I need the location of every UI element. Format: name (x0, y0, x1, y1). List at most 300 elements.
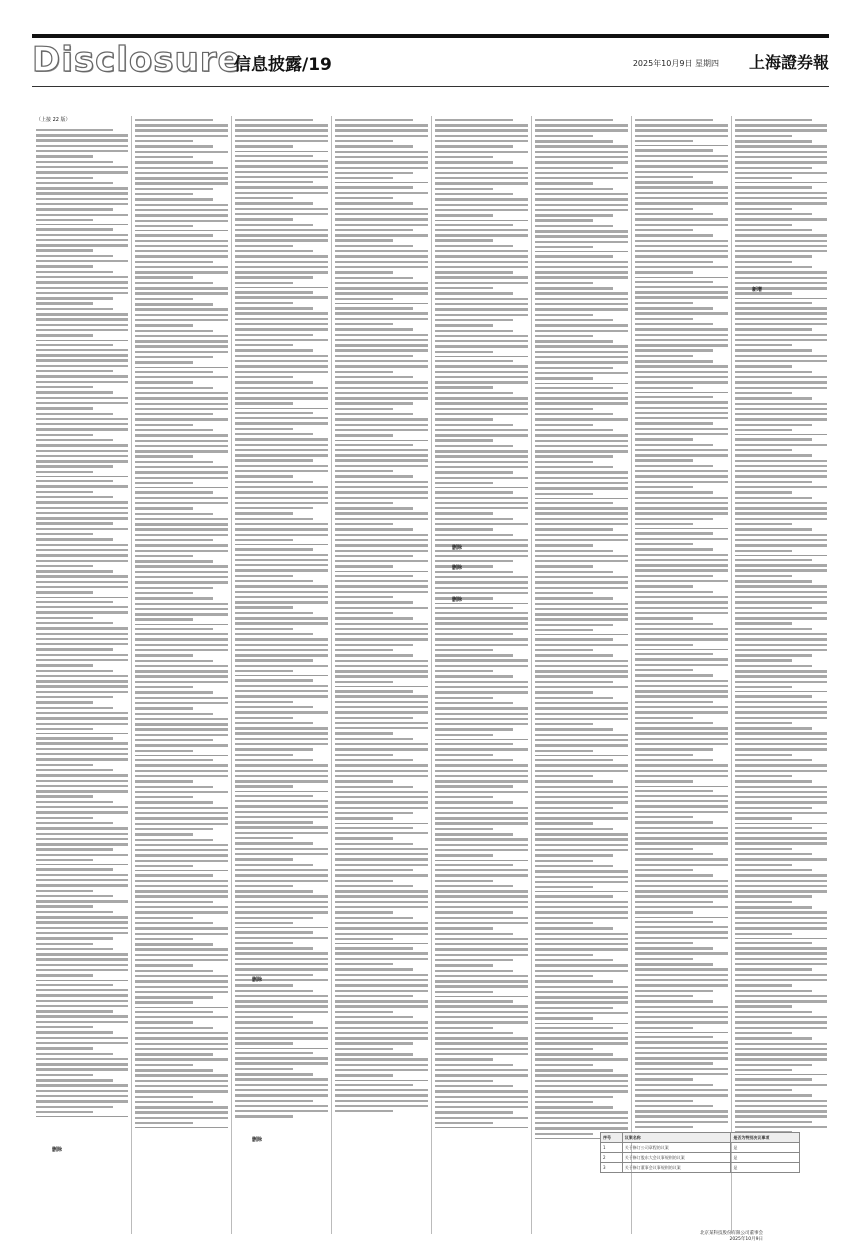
text-line (335, 491, 428, 493)
text-line (335, 197, 393, 199)
text-line (435, 702, 513, 704)
text-line (335, 770, 428, 772)
text-line (135, 135, 228, 137)
paragraph-block (335, 528, 428, 567)
text-line (235, 995, 328, 997)
text-line (135, 550, 228, 552)
text-line (235, 1084, 328, 1086)
text-line (36, 465, 113, 467)
text-line (435, 255, 528, 257)
text-line (135, 906, 228, 908)
text-line (635, 387, 693, 389)
text-line (135, 461, 213, 463)
text-line (36, 758, 128, 760)
text-line (435, 471, 513, 473)
text-line (735, 917, 827, 919)
text-line (235, 502, 328, 504)
section-divider (435, 603, 528, 604)
text-line (36, 817, 93, 819)
text-column-6 (535, 116, 628, 1234)
text-line (635, 160, 728, 162)
section-divider (735, 555, 827, 556)
text-line (635, 328, 728, 330)
text-line (735, 465, 827, 467)
text-line (36, 182, 113, 184)
text-line (36, 365, 128, 367)
text-line (335, 922, 428, 924)
text-line (36, 255, 113, 257)
text-line (535, 938, 628, 940)
text-line (235, 1100, 313, 1102)
text-line (36, 643, 128, 645)
text-line (735, 885, 827, 887)
text-line (635, 543, 693, 545)
text-line (535, 235, 628, 237)
text-line (335, 764, 428, 766)
text-line (36, 155, 93, 157)
paragraph-block (535, 759, 628, 777)
text-line (735, 245, 827, 247)
text-line (235, 963, 328, 965)
text-line (36, 848, 113, 850)
text-line (435, 434, 528, 436)
text-line (36, 1005, 128, 1007)
text-line (735, 748, 827, 750)
text-line (535, 445, 628, 447)
paragraph-block (435, 1032, 528, 1061)
text-line (635, 984, 728, 986)
text-line (335, 858, 428, 860)
text-line (135, 996, 213, 998)
text-line (335, 239, 393, 241)
paragraph-block (36, 769, 128, 798)
text-line (435, 1122, 493, 1124)
text-line (135, 240, 228, 242)
text-line (36, 638, 128, 640)
text-line (435, 849, 528, 851)
text-line (135, 728, 228, 730)
text-line (635, 401, 728, 403)
text-line (635, 623, 713, 625)
text-line (135, 686, 193, 688)
text-line (435, 424, 513, 426)
text-line (335, 885, 413, 887)
text-line (535, 801, 628, 803)
text-line (135, 1011, 213, 1013)
text-line (535, 512, 628, 514)
text-line (635, 880, 728, 882)
text-line (36, 271, 113, 273)
text-line (36, 591, 93, 593)
text-line (235, 770, 328, 772)
paragraph-block (435, 360, 528, 389)
text-line (535, 822, 593, 824)
text-line (635, 805, 728, 807)
text-line (335, 376, 413, 378)
section-divider (735, 298, 827, 299)
text-line (135, 560, 213, 562)
text-line (535, 523, 628, 525)
text-line (735, 738, 827, 740)
text-line (535, 367, 613, 369)
section-divider (535, 891, 628, 892)
text-line (535, 193, 628, 195)
text-line (135, 823, 228, 825)
text-line (535, 613, 628, 615)
paragraph-block (535, 188, 628, 222)
text-line (635, 664, 728, 666)
text-line (335, 1058, 428, 1060)
text-line (435, 592, 528, 594)
text-line (235, 486, 328, 488)
text-line (535, 954, 593, 956)
text-line (135, 408, 228, 410)
text-line (535, 844, 628, 846)
text-line (135, 204, 228, 206)
text-line (135, 276, 193, 278)
text-line (36, 994, 128, 996)
paragraph-block (135, 713, 228, 752)
text-line (435, 1053, 528, 1055)
text-line (735, 161, 827, 163)
text-line (135, 220, 228, 222)
text-line (135, 507, 193, 509)
text-line (135, 576, 228, 578)
text-line (235, 1042, 293, 1044)
text-line (735, 853, 812, 855)
text-line (435, 1064, 513, 1066)
section-divider (36, 980, 128, 981)
text-line (635, 864, 728, 866)
text-line (535, 744, 628, 746)
text-line (635, 1016, 728, 1018)
text-line (235, 717, 293, 719)
text-line (36, 434, 93, 436)
text-line (735, 827, 812, 829)
text-line (36, 1090, 128, 1092)
text-line (535, 565, 593, 567)
text-line (535, 151, 628, 153)
text-line (535, 209, 628, 211)
text-line (735, 947, 827, 949)
text-line (735, 192, 827, 194)
text-line (735, 177, 792, 179)
text-line (435, 544, 528, 546)
text-line (335, 454, 428, 456)
text-line (435, 964, 493, 966)
paragraph-block (635, 759, 728, 783)
text-line (635, 837, 728, 839)
text-line (335, 963, 393, 965)
text-line (335, 344, 428, 346)
text-line (235, 129, 328, 131)
text-line (635, 407, 728, 409)
text-column-7 (635, 116, 728, 1234)
text-line (735, 197, 827, 199)
table-cell: 关于修订董事会议事规则的议案 (622, 1163, 731, 1173)
text-line (335, 670, 428, 672)
brand-logo: Disclosure (32, 40, 242, 80)
paragraph-block (335, 245, 428, 274)
paragraph-block (135, 943, 228, 967)
text-line (135, 303, 213, 305)
text-line (735, 780, 812, 782)
text-line (435, 303, 528, 305)
text-line (535, 786, 628, 788)
text-line (135, 880, 228, 882)
text-line (435, 654, 513, 656)
text-line (135, 477, 228, 479)
text-line (335, 807, 428, 809)
paragraph-block (135, 839, 228, 868)
table-cell: 是 (731, 1143, 800, 1153)
paragraph-block (235, 679, 328, 703)
text-line (335, 711, 428, 713)
text-line (735, 255, 812, 257)
section-divider (135, 755, 228, 756)
paragraph-block (36, 344, 128, 389)
text-line (36, 281, 128, 283)
text-line (335, 1027, 428, 1029)
text-line (36, 134, 128, 136)
text-line (435, 1005, 528, 1007)
text-line (135, 324, 193, 326)
section-divider (435, 1127, 528, 1128)
text-line (535, 544, 593, 546)
text-line (235, 276, 313, 278)
text-line (335, 261, 428, 263)
text-line (535, 1085, 628, 1087)
column-rule (631, 116, 632, 1234)
text-line (235, 497, 328, 499)
text-line (435, 124, 528, 126)
text-line (235, 197, 293, 199)
text-line (335, 848, 428, 850)
text-line (135, 371, 213, 373)
text-line (235, 271, 328, 273)
text-line (635, 271, 693, 273)
text-line (535, 424, 593, 426)
text-line (235, 805, 328, 807)
text-line (135, 418, 228, 420)
text-line (135, 466, 228, 468)
text-line (535, 140, 613, 142)
section-divider (335, 571, 428, 572)
text-line (36, 748, 128, 750)
text-line (735, 1115, 827, 1117)
text-line (435, 659, 528, 661)
paragraph-block (36, 391, 128, 409)
text-line (535, 644, 628, 646)
paragraph-block (735, 990, 827, 1008)
text-line (135, 764, 228, 766)
text-line (535, 156, 628, 158)
text-line (635, 775, 728, 777)
text-line (235, 580, 313, 582)
text-line (36, 1058, 128, 1060)
paragraph-block (335, 507, 428, 525)
text-line (635, 1115, 728, 1117)
text-line (135, 833, 193, 835)
text-line (535, 172, 628, 174)
text-line (635, 795, 728, 797)
text-line (36, 276, 128, 278)
text-line (735, 1094, 812, 1096)
text-line (235, 250, 313, 252)
text-line (635, 706, 728, 708)
text-line (135, 214, 228, 216)
paragraph-block (135, 387, 228, 426)
text-line (635, 417, 728, 419)
text-line (36, 1000, 128, 1002)
text-line (635, 780, 693, 782)
text-line (535, 592, 593, 594)
text-line (135, 340, 228, 342)
text-line (235, 659, 313, 661)
text-line (235, 145, 293, 147)
text-line (735, 523, 792, 525)
text-line (735, 727, 812, 729)
paragraph-block (535, 140, 628, 185)
paragraph-block (535, 865, 628, 889)
paragraph-block (535, 1027, 628, 1051)
text-line (435, 507, 528, 509)
text-line (535, 413, 613, 415)
text-line (135, 188, 213, 190)
text-line (335, 475, 413, 477)
text-line (36, 386, 93, 388)
text-line (235, 1016, 293, 1018)
paragraph-block (535, 429, 628, 463)
text-line (36, 260, 128, 262)
text-line (635, 286, 728, 288)
text-line (635, 770, 728, 772)
text-line (335, 1021, 428, 1023)
text-line (36, 177, 93, 179)
text-line (235, 376, 293, 378)
text-line (535, 124, 628, 126)
continued-mark: （上接 22 版） (36, 117, 71, 123)
text-line (335, 748, 428, 750)
table-tag-delete: 删除 (252, 1137, 263, 1143)
text-line (235, 638, 328, 640)
text-line (735, 334, 827, 336)
text-line (535, 1048, 593, 1050)
paragraph-block (635, 853, 728, 871)
section-divider (635, 917, 728, 918)
text-line (36, 549, 128, 551)
text-line (435, 838, 528, 840)
text-line (235, 1000, 328, 1002)
text-line (735, 365, 792, 367)
paragraph-block (135, 801, 228, 835)
text-line (335, 318, 428, 320)
text-line (36, 712, 128, 714)
text-line (535, 298, 628, 300)
paragraph-block (235, 412, 328, 430)
text-line (135, 991, 228, 993)
text-line (635, 727, 728, 729)
paragraph-block (735, 727, 827, 756)
text-line (135, 1122, 193, 1124)
text-line (635, 444, 713, 446)
paragraph-block (135, 1101, 228, 1125)
text-line (735, 569, 827, 571)
text-line (235, 612, 313, 614)
paragraph-block (435, 1000, 528, 1029)
text-line (135, 707, 193, 709)
text-line (36, 948, 113, 950)
text-line (535, 739, 628, 741)
text-line (36, 1010, 113, 1012)
text-line (535, 487, 628, 489)
paragraph-block (635, 1036, 728, 1081)
text-line (135, 361, 193, 363)
section-divider (335, 823, 428, 824)
text-line (36, 958, 128, 960)
table-cell: 1 (601, 1143, 623, 1153)
text-line (635, 208, 693, 210)
section-divider (535, 383, 628, 384)
text-line (635, 942, 693, 944)
paragraph-block (335, 786, 428, 820)
text-line (535, 1027, 613, 1029)
text-line (335, 1053, 413, 1055)
text-line (435, 1058, 493, 1060)
text-line (335, 518, 428, 520)
text-line (635, 952, 728, 954)
text-line (735, 438, 812, 440)
text-line (435, 869, 528, 871)
text-line (135, 844, 228, 846)
paragraph-block (36, 868, 128, 892)
text-line (135, 911, 228, 913)
text-line (36, 742, 128, 744)
text-line (235, 649, 328, 651)
text-line (735, 858, 827, 860)
text-line (235, 1021, 313, 1023)
text-line (335, 638, 428, 640)
paragraph-block (535, 319, 628, 337)
paragraph-block (135, 560, 228, 594)
text-line (235, 990, 313, 992)
text-line (535, 895, 613, 897)
text-line (635, 607, 728, 609)
text-line (335, 167, 428, 169)
text-line (535, 1127, 628, 1129)
text-line (635, 422, 713, 424)
paragraph-block (535, 571, 628, 595)
text-line (36, 780, 128, 782)
text-line (635, 995, 693, 997)
text-line (36, 1042, 128, 1044)
text-line (235, 754, 293, 756)
text-line (635, 486, 693, 488)
text-line (36, 455, 128, 457)
text-line (335, 186, 413, 188)
paragraph-block (735, 559, 827, 577)
text-line (535, 135, 593, 137)
text-line (135, 119, 213, 121)
text-line (535, 881, 628, 883)
text-line (235, 931, 313, 933)
text-line (335, 864, 428, 866)
text-line (735, 575, 792, 577)
paragraph-block (535, 959, 628, 977)
text-line (335, 623, 428, 625)
text-line (335, 534, 428, 536)
text-line (36, 874, 128, 876)
